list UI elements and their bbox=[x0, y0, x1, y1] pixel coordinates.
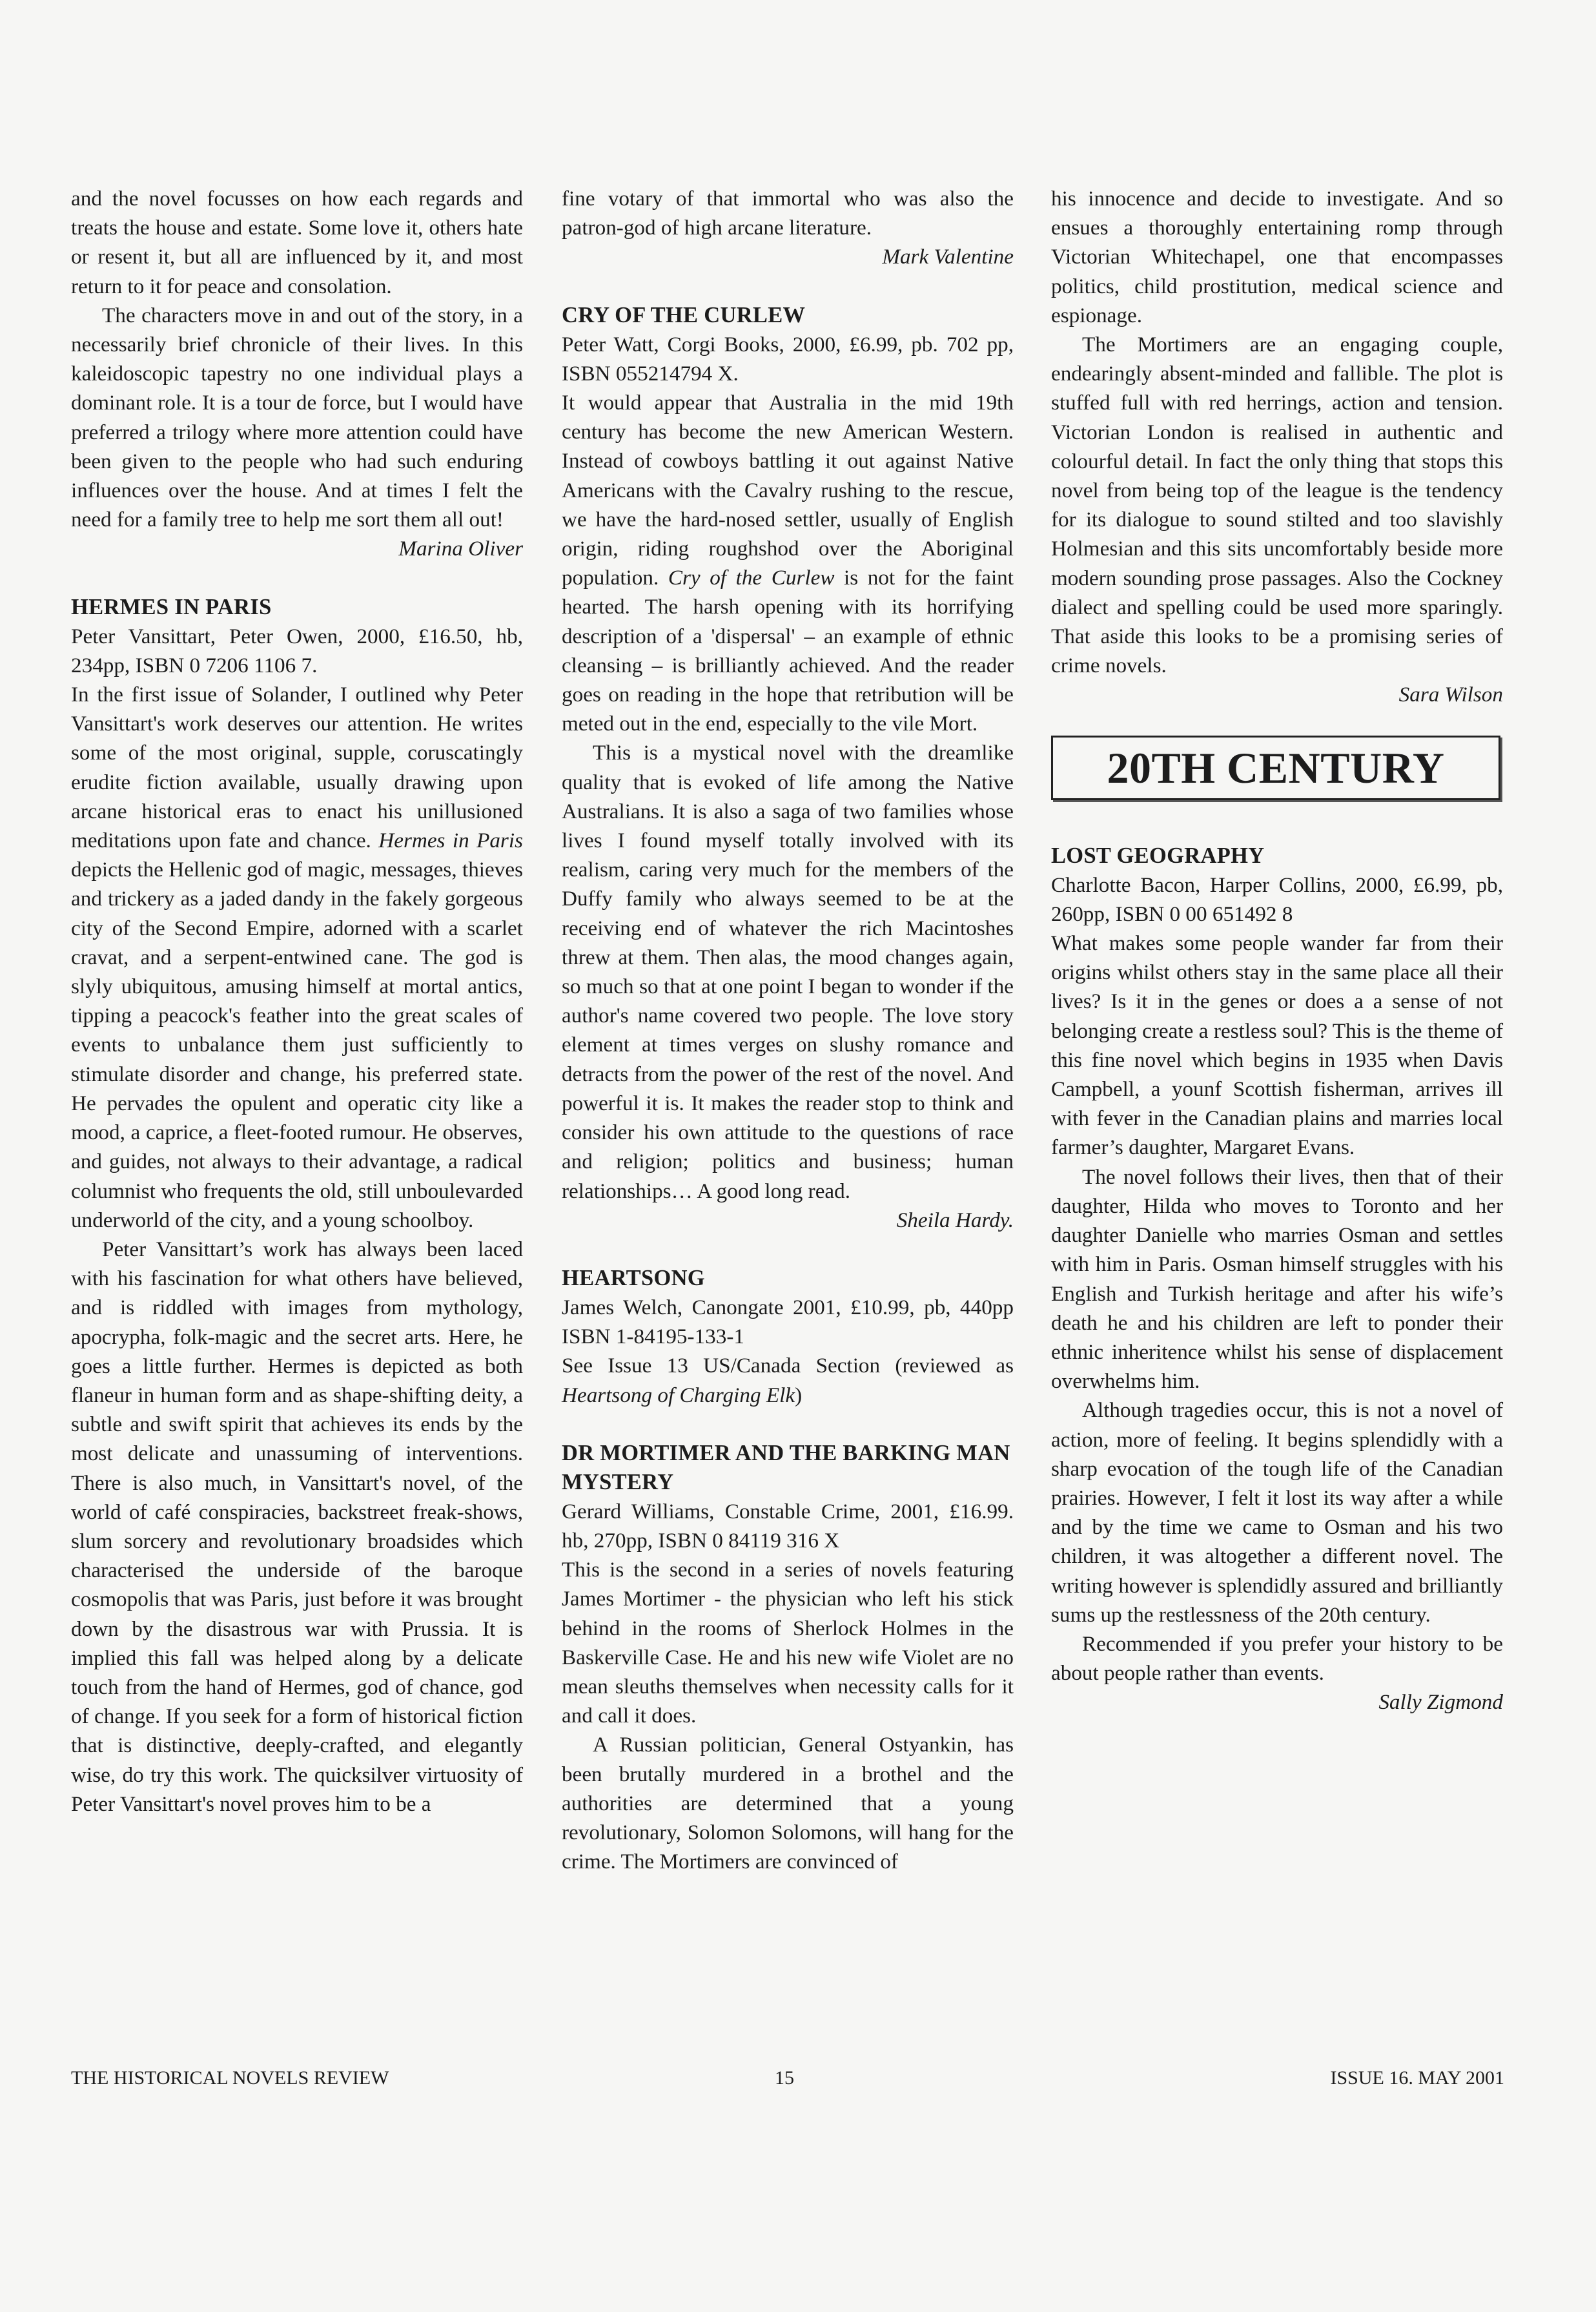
paragraph: fine votary of that immortal who was also the patron-god of high arcane literature. bbox=[562, 187, 1014, 240]
reviewer-signature: Sheila Hardy. bbox=[896, 1208, 1014, 1232]
paragraph bbox=[562, 388, 1014, 738]
book-title: Cry of the Curlew bbox=[668, 566, 835, 590]
review-heading: CRY OF THE CURLEW bbox=[562, 302, 806, 327]
review-heading: LOST GEOGRAPHY bbox=[1051, 843, 1265, 868]
paragraph: The characters move in and out of the story, in a necessarily brief chronicle of their lives. In this kaleidoscopic tapestry no one individual plays a dominant role. It is a tour de force, but I would have preferred a trilogy where more attention could have been given to the people who had such enduring influences over the house. And at times I felt the need for a family tree to help me sort them all out! bbox=[71, 303, 523, 532]
column-right bbox=[1051, 184, 1503, 1717]
text-run: depicts the Hellenic god of magic, messages, thieves and trickery as a jaded dandy in the fakely gorgeous city of the Second Empire, adorned with a scarlet cravat, and a serpent-entwined cane. The god is slyly ubiquitous, amusing himself at mortal antics, tipping a peacock's feather into the great scales of events to unbalance them just sufficiently to stimulate disorder and change, his preferred state. He pervades the opulent and operatic city like a mood, a caprice, a fleet-footed rumour. He observes, and guides, not always to their advantage, a radical columnist who frequents the old, still unboulevarded underworld of the city, and a young schoolboy. bbox=[71, 858, 523, 1232]
book-title: Hermes in Paris bbox=[378, 829, 523, 853]
book-details: Peter Vansittart, Peter Owen, 2000, £16.50, hb, 234pp, ISBN 0 7206 1106 7. bbox=[71, 624, 523, 677]
reviewer-signature: Marina Oliver bbox=[398, 537, 523, 561]
reviewer-signature: Sara Wilson bbox=[1398, 683, 1503, 707]
column-left bbox=[71, 184, 523, 1819]
text-run: See Issue 13 US/Canada Section (reviewed as bbox=[562, 1354, 1014, 1378]
book-details: Gerard Williams, Constable Crime, 2001, £16.99. hb, 270pp, ISBN 0 84119 316 X bbox=[562, 1499, 1014, 1553]
column-middle bbox=[562, 184, 1014, 1876]
text-run: is not for the faint hearted. The harsh opening with its horrifying description of a 'dispersal' – an example of ethnic cleansing – is brilliantly achieved. And the reader goes on reading in the hope that retribution will be meted out in the end, especially to the vile Mort. bbox=[562, 566, 1014, 736]
review-heading: HEARTSONG bbox=[562, 1265, 705, 1290]
issue-date: ISSUE 16. MAY 2001 bbox=[1330, 2067, 1504, 2089]
page-number: 15 bbox=[775, 2067, 794, 2089]
paragraph: The Mortimers are an engaging couple, endearingly absent-minded and fallible. The plot is stuffed full with red herrings, action and tension. Victorian London is realised in authentic and colourful detail. In fact the only thing that stops this novel from being top of the league is the tendency for its dialogue to sound stilted and too slavishly Holmesian and this sits uncomfortably beside more modern sounding prose passages. Also the Cockney dialect and spelling could be used more sparingly. That aside this looks to be a promising series of crime novels. bbox=[1051, 333, 1503, 678]
publication-title: THE HISTORICAL NOVELS REVIEW bbox=[71, 2067, 389, 2089]
paragraph: Recommended if you prefer your history to be about people rather than events. bbox=[1051, 1631, 1503, 1686]
paragraph: A Russian politician, General Ostyankin, has been brutally murdered in a brothel and the authorities are determined that a young revolutionary, Solomon Solomons, will hang for the crime. The Mortimers are convinced of bbox=[562, 1733, 1014, 1874]
book-details: Charlotte Bacon, Harper Collins, 2000, £6.99, pb, 260pp, ISBN 0 00 651492 8 bbox=[1051, 872, 1503, 926]
text-run: In the first issue of Solander, I outlined why Peter Vansittart's work deserves our attention. He writes some of the most original, supple, coruscatingly erudite fiction available, usually drawing upon arcane historical eras to enact his unillusioned meditations upon fate and chance. bbox=[71, 683, 523, 853]
paragraph: Peter Vansittart’s work has always been laced with his fascination for what others have believed, and is riddled with images from mythology, apocrypha, folk-magic and the secret arts. Here, he goes a little further. Hermes is depicted as both flaneur in human form and as shape-shifting deity, a subtle and swift spirit that achieves its ends by the most delicate and unassuming of interventions. There is also much, in Vansittart's novel, of the world of café conspiracies, backstreet freak-shows, slum sorcery and revolutionary broadsides which characterised the underside of the baroque cosmopolis that was Paris, just before it was brought down by the disastrous war with Prussia. It is implied this fall was helped along by a delicate touch from the hand of Hermes, god of chance, god of change. If you seek for a form of historical fiction that is distinctive, deeply-crafted, and elegantly wise, do try this work. The quicksilver virtuosity of Peter Vansittart's novel proves him to be a bbox=[71, 1237, 523, 1816]
paragraph: This is the second in a series of novels featuring James Mortimer - the physician who left his stick behind in the rooms of Sherlock Holmes in the Baskerville Case. He and his new wife Violet are no mean sleuths themselves when necessity calls for it and call it does. bbox=[562, 1558, 1014, 1728]
paragraph: The novel follows their lives, then that of their daughter, Hilda who moves to Toronto and her daughter Danielle who marries Osman and settles with him in Paris. Osman himself struggles with his English and Turkish heritage and after his wife’s death he and his children are left to ponder their ethnic inheritence whilst his sense of displacement overwhelms him. bbox=[1051, 1164, 1503, 1394]
text-run: It would appear that Australia in the mid 19th century has become the new American Western. Instead of cowboys battling it out against Native Americans with the Cavalry rushing to the rescue, we have the hard-nosed settler, usually of English origin, riding roughshod over the Aboriginal population. bbox=[562, 391, 1014, 590]
section-banner: 20TH CENTURY bbox=[1051, 736, 1500, 800]
paragraph: This is a mystical novel with the dreamlike quality that is evoked of life among the Native Australians. It is also a saga of two families whose lives I found myself totally involved with its realism, caring very much for the members of the Duffy family who always seemed to be at the receiving end of whatever the rich Macintoshes threw at them. Then alas, the mood changes again, so much so that at one point I began to wonder if the author's name covered two people. The love story element at times verges on slushy romance and detracts from the power of the rest of the novel. And powerful it is. It makes the reader stop to think and consider his own attitude to the questions of race and religion; politics and business; human relationships… A good long read. bbox=[562, 741, 1014, 1203]
paragraph: his innocence and decide to investigate. And so ensues a thoroughly entertaining romp through Victorian Whitechapel, one that encompasses politics, child prostitution, medical science and espionage. bbox=[1051, 187, 1503, 327]
paragraph: Although tragedies occur, this is not a novel of action, more of feeling. It begins splendidly with a sharp evocation of the tough life of the Canadian prairies. However, I felt it lost its way after a while and by the time we came to Osman and his two children, it was altogether a different novel. The writing however is splendidly assured and brilliantly sums up the restlessness of the 20th century. bbox=[1051, 1398, 1503, 1627]
text-run: ) bbox=[795, 1383, 803, 1407]
review-heading: HERMES IN PARIS bbox=[71, 594, 272, 619]
paragraph bbox=[71, 680, 523, 1235]
reviewer-signature: Mark Valentine bbox=[882, 245, 1014, 269]
book-details: James Welch, Canongate 2001, £10.99, pb, 440pp ISBN 1-84195-133-1 bbox=[562, 1295, 1014, 1349]
paragraph: and the novel focusses on how each regards and treats the house and estate. Some love it, others hate or resent it, but all are influenced by it, and most return to it for peace and consolation. bbox=[71, 187, 523, 298]
reviewer-signature: Sally Zigmond bbox=[1378, 1690, 1503, 1715]
book-title: Heartsong of Charging Elk bbox=[562, 1383, 795, 1407]
paragraph bbox=[562, 1351, 1014, 1409]
paragraph: What makes some people wander far from their origins whilst others stay in the same place all their lives? Is it in the genes or does a a sense of not belonging create a restless soul? This is the theme of this fine novel which begins in 1935 when Davis Campbell, a younf Scottish fisherman, arrives ill with fever in the Canadian plains and marries local farmer’s daughter, Margaret Evans. bbox=[1051, 931, 1503, 1160]
review-heading: DR MORTIMER AND THE BARKING MAN MYSTERY bbox=[562, 1440, 1010, 1494]
book-details: Peter Watt, Corgi Books, 2000, £6.99, pb. 702 pp, ISBN 055214794 X. bbox=[562, 332, 1014, 386]
